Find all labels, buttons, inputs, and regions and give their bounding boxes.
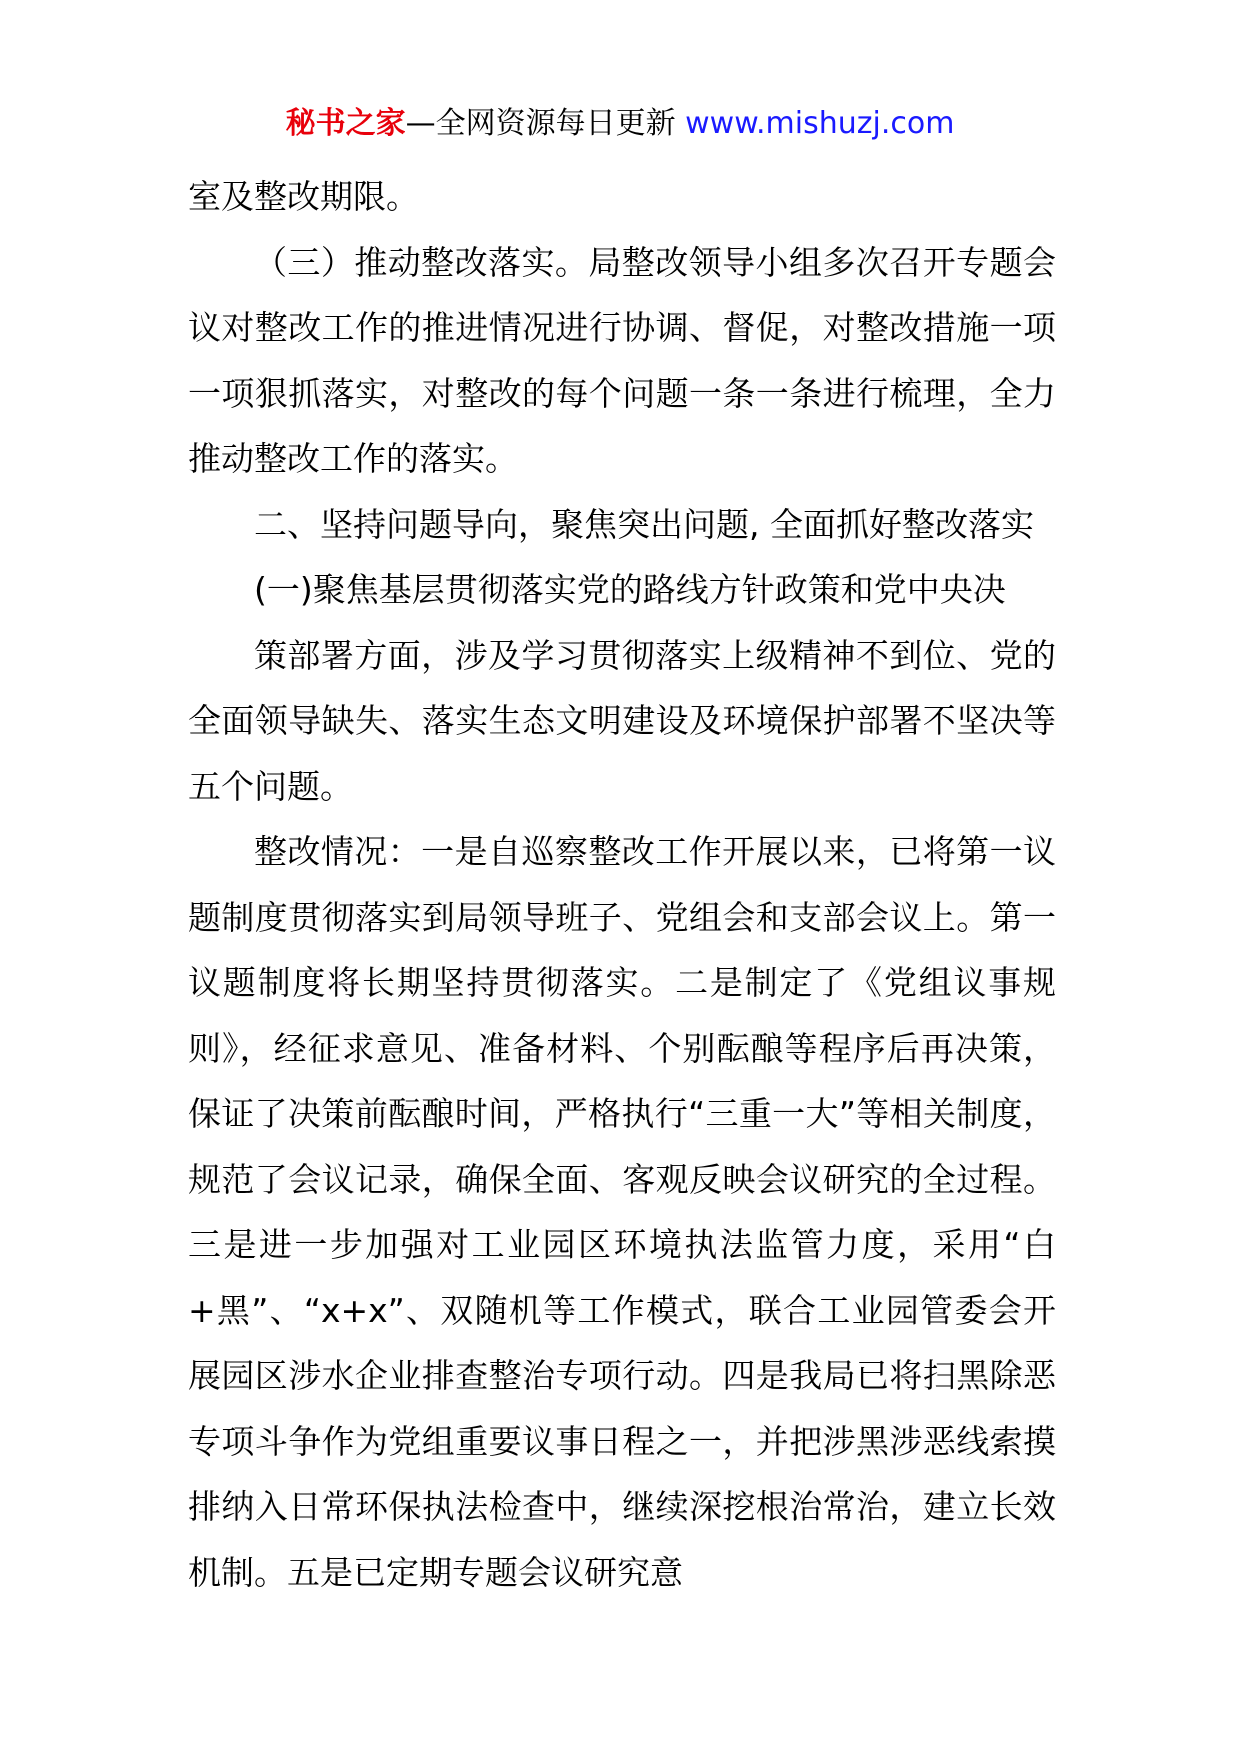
- paragraph-deployment-issues: 策部署方面，涉及学习贯彻落实上级精神不到位、党的全面领导缺失、落实生态文明建设及环境保护部署不坚决等五个问题。: [188, 635, 1056, 806]
- paragraph-promote-rectification: （三）推动整改落实。局整改领导小组多次召开专题会议对整改工作的推进情况进行协调、督促，对整改措施一项一项狠抓落实，对整改的每个问题一条一条进行梳理，全力推动整改工作的落实。: [188, 242, 1056, 478]
- paragraph-continuation: 室及整改期限。: [188, 177, 419, 216]
- section-heading-2: 二、坚持问题导向，聚焦突出问题, 全面抓好整改落实: [254, 504, 1034, 544]
- site-tagline: —全网资源每日更新: [405, 106, 686, 141]
- subsection-heading-1: (一)聚焦基层贯彻落实党的路线方针政策和党中央决: [254, 570, 1006, 609]
- site-url-link[interactable]: www.mishuzj.com: [685, 106, 955, 141]
- site-header: [0, 98, 1240, 150]
- site-brand: 秘书之家: [285, 106, 406, 141]
- paragraph-rectification-status: 整改情况：一是自巡察整改工作开展以来，已将第一议题制度贯彻落实到局领导班子、党组会和支部会议上。第一议题制度将长期坚持贯彻落实。二是制定了《党组议事规则》，经征求意见、准备材料、个别酝酿等程序后再决策，保证了决策前酝酿时间，严格执行“三重一大”等相关制度，规范了会议记录，确保全面、客观反映会议研究的全过程。三是进一步加强对工业园区环境执法监管力度，采用“白+黑”、“x+x”、双随机等工作模式，联合工业园管委会开展园区涉水企业排查整治专项行动。四是我局已将扫黑除恶专项斗争作为党组重要议事日程之一，并把涉黑涉恶线索摸排纳入日常环保执法检查中，继续深挖根治常治，建立长效机制。五是已定期专题会议研究意: [188, 832, 1056, 1592]
- document-body: [188, 164, 1056, 1605]
